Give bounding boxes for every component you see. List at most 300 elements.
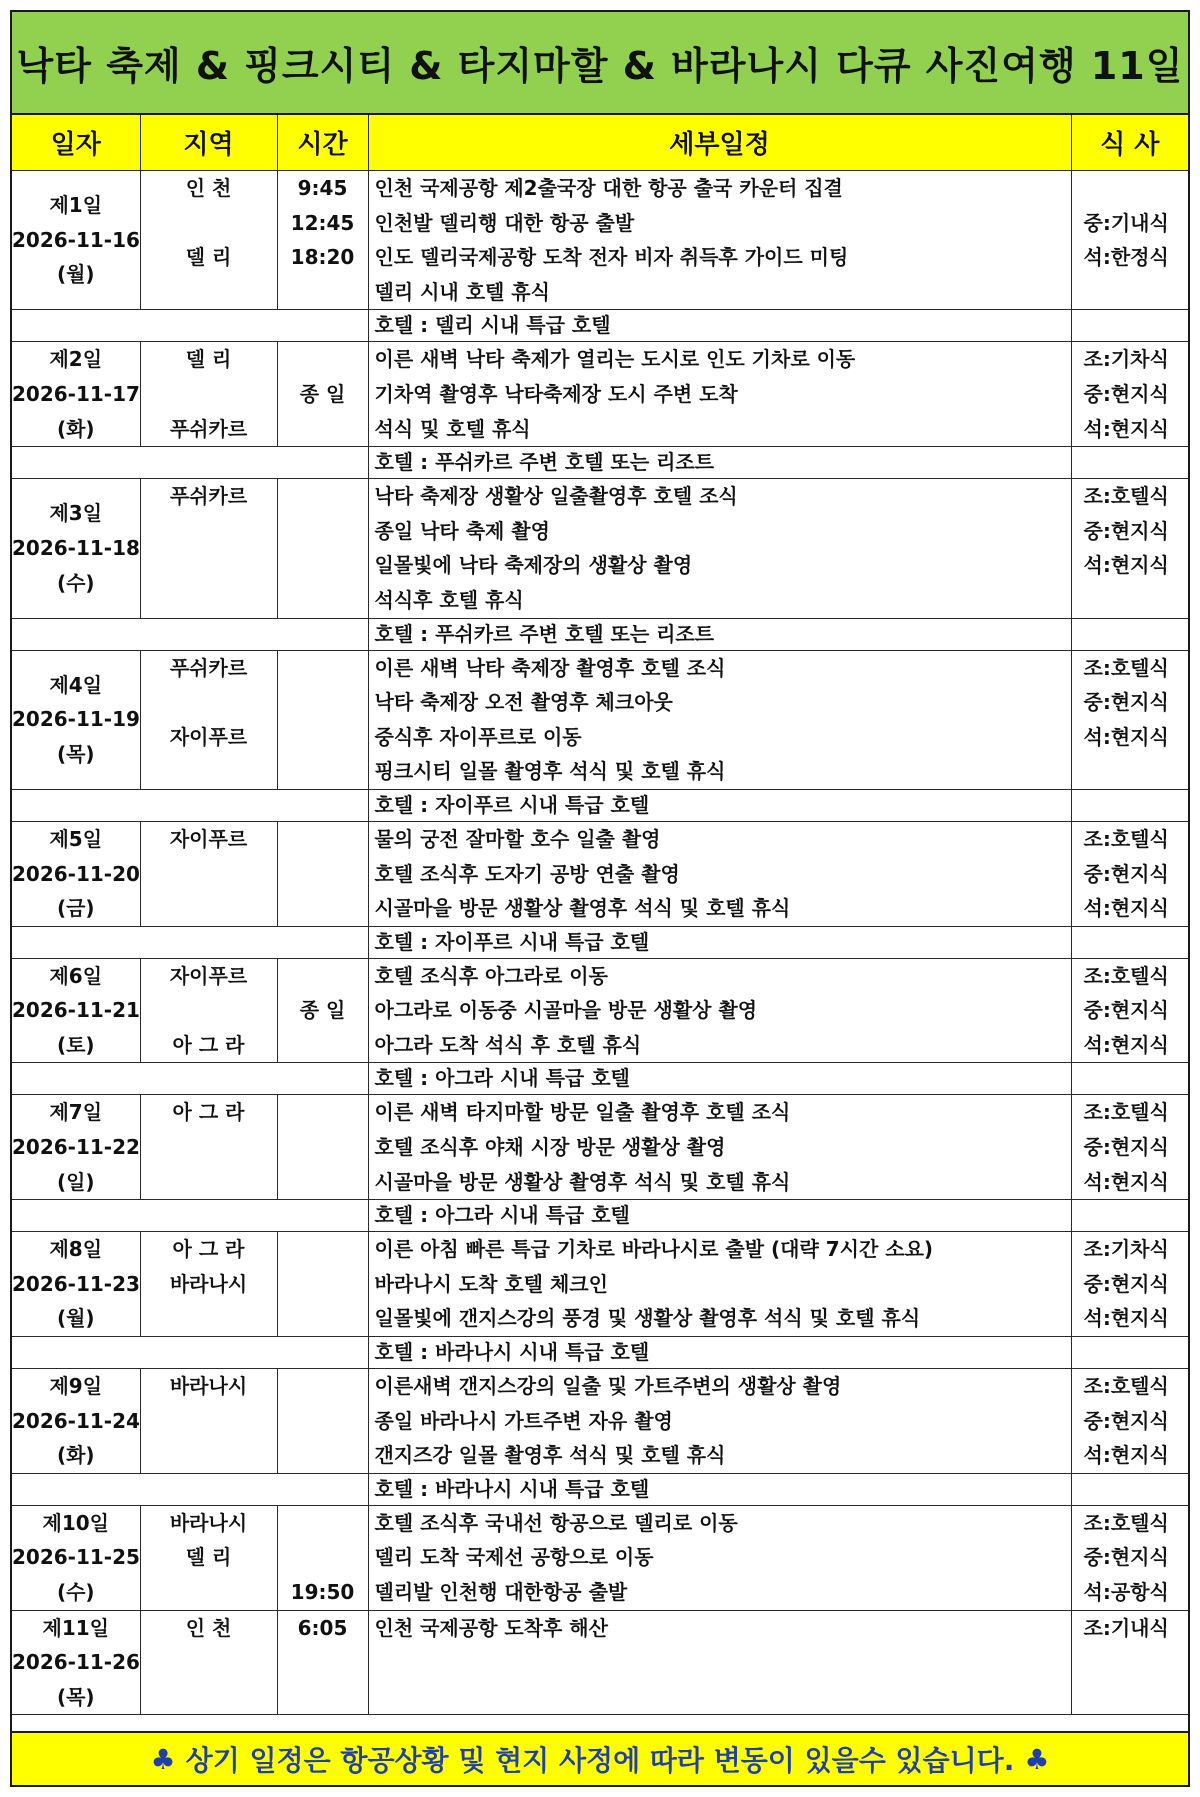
table-row: [12, 479, 1188, 618]
date-cell-line: 제3일: [49, 501, 103, 526]
region-cell-line: 인 천: [185, 1615, 232, 1640]
region-cell: [140, 342, 277, 447]
meals-cell-line: 중:현지식: [1083, 998, 1169, 1023]
region-cell-line: [141, 1645, 277, 1680]
date-cell-line: 제4일: [49, 672, 103, 697]
region-cell-line: 바라나시: [169, 1510, 248, 1535]
date-cell-line: 2026-11-19: [12, 707, 140, 732]
hotel-blank-cell: [12, 1063, 368, 1095]
date-cell-line: 제9일: [49, 1374, 103, 1399]
time-cell-line: [278, 685, 368, 720]
hotel-info: 호텔 : 바라나시 시내 특급 호텔: [374, 1340, 650, 1365]
meals-cell: [1071, 1369, 1188, 1474]
details-cell-line: 호텔 조식후 국내선 항공으로 델리로 이동: [374, 1510, 738, 1535]
meals-cell: [1071, 1610, 1188, 1715]
hotel-info: 호텔 : 아그라 시내 특급 호텔: [374, 1066, 630, 1091]
hotel-cell: [368, 447, 1071, 479]
region-cell-line: [141, 1301, 277, 1336]
date-cell-line: (일): [56, 1169, 95, 1194]
table-row: [12, 1610, 1188, 1715]
table-row: [12, 342, 1188, 447]
table-row: [12, 958, 1188, 1063]
time-cell-line: [278, 1645, 368, 1680]
region-cell-line: [141, 754, 277, 789]
details-cell-line: 인천 국제공항 도착후 해산: [374, 1615, 608, 1640]
region-cell-line: [141, 275, 277, 310]
meals-cell-line: 석:현지식: [1083, 1306, 1169, 1331]
details-cell: [368, 171, 1071, 310]
details-cell-line: 이른 새벽 낙타 축제장 촬영후 호텔 조식: [374, 655, 726, 680]
meals-cell-line: [1072, 275, 1189, 310]
details-cell-line: [369, 1645, 1071, 1680]
hotel-meal-blank-cell: [1071, 310, 1188, 342]
details-cell-line: 호텔 조식후 야채 시장 방문 생활상 촬영: [374, 1135, 726, 1160]
hotel-info: 호텔 : 푸쉬카르 주변 호텔 또는 리조트: [374, 450, 715, 475]
header-region: 지역: [140, 115, 277, 171]
region-cell-line: 아 그 라: [172, 1100, 245, 1125]
meals-cell: [1071, 1505, 1188, 1610]
time-cell-line: [278, 514, 368, 549]
date-cell-line: 2026-11-22: [12, 1135, 140, 1160]
date-cell-line: (수): [56, 1580, 95, 1604]
details-cell-line: 인도 델리국제공항 도착 전자 비자 취득후 가이드 미팅: [374, 245, 849, 270]
hotel-meal-blank-cell: [1071, 1337, 1188, 1369]
hotel-cell: [368, 1063, 1071, 1095]
region-cell: [140, 479, 277, 618]
date-cell-line: (금): [56, 896, 95, 921]
header-meals: 식 사: [1071, 115, 1188, 171]
region-cell: [140, 1232, 277, 1337]
hotel-meal-blank-cell: [1071, 926, 1188, 958]
date-cell: [12, 342, 140, 447]
details-cell-line: 핑크시티 일몰 촬영후 석식 및 호텔 휴식: [374, 759, 726, 784]
details-cell-line: 델리 시내 호텔 휴식: [374, 279, 550, 304]
time-cell-line: [278, 1130, 368, 1165]
meals-cell-line: 중:현지식: [1083, 518, 1169, 543]
hotel-cell: [368, 1473, 1071, 1505]
date-cell: [12, 1610, 140, 1715]
details-cell-line: 일몰빛에 낙타 축제장의 생활상 촬영: [374, 553, 693, 578]
date-cell-line: 제5일: [49, 826, 103, 851]
hotel-meal-blank-cell: [1071, 1200, 1188, 1232]
hotel-row: [12, 926, 1188, 958]
table-row: [12, 1505, 1188, 1610]
details-cell-line: 중식후 자이푸르로 이동: [374, 724, 582, 749]
details-cell-line: 아그라 도착 석식 후 호텔 휴식: [374, 1032, 642, 1057]
meals-cell-line: 중:기내식: [1083, 210, 1169, 235]
region-cell: [140, 1610, 277, 1715]
region-cell-line: 푸쉬카르: [169, 655, 248, 680]
region-cell-line: [141, 514, 277, 549]
hotel-row: [12, 789, 1188, 821]
header-date: 일자: [12, 115, 140, 171]
table-row: [12, 171, 1188, 310]
time-cell-line: 종 일: [299, 998, 346, 1023]
hotel-blank-cell: [12, 1473, 368, 1505]
hotel-info: 호텔 : 자이푸르 시내 특급 호텔: [374, 792, 650, 817]
meals-cell-line: 중:현지식: [1083, 1135, 1169, 1160]
region-cell-line: [141, 1130, 277, 1165]
details-cell-line: 일몰빛에 갠지스강의 풍경 및 생활상 촬영후 석식 및 호텔 휴식: [374, 1306, 921, 1331]
time-cell-line: 9:45: [297, 176, 348, 200]
hotel-blank-cell: [12, 1200, 368, 1232]
hotel-row: [12, 310, 1188, 342]
details-cell-line: 기차역 촬영후 낙타축제장 도시 주변 도착: [374, 381, 738, 406]
page-title: 낙타 축제 & 핑크시티 & 타지마할 & 바라나시 다큐 사진여행 11일: [16, 44, 1184, 88]
time-cell: [277, 342, 368, 447]
region-cell: [140, 1095, 277, 1200]
region-cell: [140, 1369, 277, 1474]
region-cell-line: [141, 377, 277, 412]
date-cell-line: (월): [56, 262, 95, 287]
date-cell-line: (화): [56, 416, 95, 441]
region-cell-line: 푸쉬카르: [169, 416, 248, 441]
hotel-cell: [368, 1200, 1071, 1232]
meals-cell-line: [1072, 583, 1189, 618]
time-cell-line: [278, 1680, 368, 1715]
hotel-meal-blank-cell: [1071, 447, 1188, 479]
time-cell-line: [278, 1165, 368, 1200]
region-cell-line: [141, 206, 277, 241]
meals-cell: [1071, 171, 1188, 310]
time-cell: [277, 1095, 368, 1200]
meals-cell-line: [1072, 1645, 1189, 1680]
details-cell-line: 바라나시 도착 호텔 체크인: [374, 1271, 608, 1296]
date-cell-line: 제1일: [49, 193, 103, 218]
details-cell: [368, 342, 1071, 447]
meals-cell-line: 조:호텔식: [1083, 1100, 1169, 1125]
details-cell-line: 델리 도착 국제선 공항으로 이동: [374, 1545, 654, 1570]
date-cell-line: (토): [56, 1032, 95, 1057]
date-cell-line: 2026-11-17: [12, 381, 140, 406]
time-cell: [277, 650, 368, 789]
time-cell-line: 19:50: [290, 1580, 355, 1604]
hotel-blank-cell: [12, 789, 368, 821]
date-cell-line: 제8일: [49, 1237, 103, 1262]
region-cell-line: 델 리: [185, 245, 232, 270]
hotel-meal-blank-cell: [1071, 1473, 1188, 1505]
region-cell-line: [141, 891, 277, 926]
date-cell-line: 2026-11-21: [12, 998, 140, 1023]
time-cell-line: [278, 342, 368, 377]
hotel-row: [12, 1063, 1188, 1095]
details-cell-line: 물의 궁전 잘마할 호수 일출 촬영: [374, 826, 661, 851]
meals-cell-line: 조:호텔식: [1083, 826, 1169, 851]
region-cell-line: [141, 685, 277, 720]
hotel-row: [12, 1200, 1188, 1232]
hotel-info: 호텔 : 아그라 시내 특급 호텔: [374, 1203, 630, 1228]
details-cell-line: 석식 및 호텔 휴식: [374, 416, 531, 441]
hotel-blank-cell: [12, 1337, 368, 1369]
region-cell-line: 자이푸르: [169, 826, 248, 851]
hotel-cell: [368, 310, 1071, 342]
meals-cell: [1071, 1095, 1188, 1200]
region-cell-line: 자이푸르: [169, 963, 248, 988]
meals-cell-line: [1072, 1680, 1189, 1715]
title-banner: [12, 12, 1188, 115]
meals-cell-line: 조:기내식: [1083, 1615, 1169, 1640]
details-cell: [368, 479, 1071, 618]
time-cell-line: [278, 959, 368, 994]
hotel-row: [12, 618, 1188, 650]
details-cell-line: 석식후 호텔 휴식: [374, 587, 524, 612]
meals-cell-line: 석:현지식: [1083, 1169, 1169, 1194]
hotel-info: 호텔 : 델리 시내 특급 호텔: [374, 313, 611, 338]
time-cell-line: [278, 548, 368, 583]
date-cell-line: (수): [56, 570, 95, 595]
meals-cell-line: 조:호텔식: [1083, 963, 1169, 988]
meals-cell: [1071, 650, 1188, 789]
time-cell-line: [278, 754, 368, 789]
hotel-cell: [368, 926, 1071, 958]
details-cell-line: 호텔 조식후 도자기 공방 연출 촬영: [374, 861, 680, 886]
region-cell-line: 바라나시: [169, 1374, 248, 1399]
date-cell-line: 제2일: [49, 347, 103, 372]
time-cell: [277, 479, 368, 618]
meals-cell-line: 중:현지식: [1083, 1408, 1169, 1433]
time-cell-line: [278, 1438, 368, 1473]
time-cell-line: [278, 1506, 368, 1541]
meals-cell-line: [1072, 754, 1189, 789]
hotel-cell: [368, 1337, 1071, 1369]
meals-cell-line: 조:호텔식: [1083, 655, 1169, 680]
details-cell-line: 델리발 인천행 대한항공 출발: [374, 1580, 628, 1604]
region-cell-line: 아 그 라: [172, 1237, 245, 1262]
details-cell: [368, 1610, 1071, 1715]
date-cell-line: 2026-11-23: [12, 1271, 140, 1296]
details-cell-line: 이른 아침 빠른 특급 기차로 바라나시로 출발 (대략 7시간 소요): [374, 1237, 934, 1262]
meals-cell-line: 조:기차식: [1083, 1237, 1169, 1262]
meals-cell: [1071, 958, 1188, 1063]
hotel-meal-blank-cell: [1071, 618, 1188, 650]
details-cell: [368, 821, 1071, 926]
date-cell: [12, 1369, 140, 1474]
details-cell-line: 이른새벽 갠지스강의 일출 및 가트주변의 생활상 촬영: [374, 1374, 842, 1399]
details-cell: [368, 1369, 1071, 1474]
time-cell-line: 종 일: [299, 381, 346, 406]
region-cell-line: 자이푸르: [169, 724, 248, 749]
region-cell-line: 델 리: [185, 1545, 232, 1570]
hotel-meal-blank-cell: [1071, 1063, 1188, 1095]
meals-cell-line: 조:호텔식: [1083, 1510, 1169, 1535]
meals-cell-line: 조:호텔식: [1083, 1374, 1169, 1399]
hotel-info: 호텔 : 자이푸르 시내 특급 호텔: [374, 929, 650, 954]
meals-cell-line: 중:현지식: [1083, 1271, 1169, 1296]
details-cell-line: 낙타 축제장 오전 촬영후 체크아웃: [374, 690, 673, 715]
region-cell-line: [141, 1165, 277, 1200]
region-cell-line: 푸쉬카르: [169, 484, 248, 509]
region-cell: [140, 171, 277, 310]
date-cell: [12, 958, 140, 1063]
table-row: [12, 1095, 1188, 1200]
date-cell-line: (화): [56, 1443, 95, 1468]
hotel-cell: [368, 618, 1071, 650]
time-cell-line: [278, 1028, 368, 1063]
date-cell-line: 2026-11-24: [12, 1408, 140, 1433]
date-cell-line: 2026-11-18: [12, 536, 140, 561]
meals-cell-line: 중:현지식: [1083, 1545, 1169, 1570]
date-cell: [12, 650, 140, 789]
date-cell: [12, 479, 140, 618]
time-cell-line: 12:45: [290, 210, 355, 235]
meals-cell-line: 석:현지식: [1083, 1443, 1169, 1468]
hotel-blank-cell: [12, 618, 368, 650]
date-cell-line: 제6일: [49, 963, 103, 988]
hotel-row: [12, 1473, 1188, 1505]
meals-cell: [1071, 479, 1188, 618]
details-cell-line: 시골마을 방문 생활상 촬영후 석식 및 호텔 휴식: [374, 896, 791, 921]
time-cell-line: [278, 857, 368, 892]
hotel-meal-blank-cell: [1071, 789, 1188, 821]
meals-cell-line: 중:현지식: [1083, 381, 1169, 406]
hotel-info: 호텔 : 푸쉬카르 주변 호텔 또는 리조트: [374, 621, 715, 646]
meals-cell-line: 석:공항식: [1083, 1580, 1169, 1604]
meals-cell-line: 조:기차식: [1083, 347, 1169, 372]
meals-cell-line: [1072, 171, 1189, 206]
region-cell: [140, 958, 277, 1063]
meals-cell: [1071, 342, 1188, 447]
table-row: [12, 821, 1188, 926]
details-cell-line: 종일 낙타 축제 촬영: [374, 518, 550, 543]
footer-text: 상기 일정은 항공상황 및 현지 사정에 따라 변동이 있을수 있습니다.: [185, 1744, 1015, 1777]
details-cell-line: 낙타 축제장 생활상 일출촬영후 호텔 조식: [374, 484, 738, 509]
date-cell-line: 제7일: [49, 1100, 103, 1125]
table-row: [12, 650, 1188, 789]
meals-cell: [1071, 1232, 1188, 1337]
details-cell-line: 아그라로 이동중 시골마을 방문 생활상 촬영: [374, 998, 758, 1023]
time-cell: [277, 1505, 368, 1610]
club-icon: ♣: [1024, 1742, 1050, 1776]
region-cell-line: 델 리: [185, 347, 232, 372]
date-cell-line: 2026-11-16: [12, 227, 140, 252]
time-cell: [277, 1369, 368, 1474]
date-cell-line: (월): [56, 1306, 95, 1331]
time-cell-line: [278, 1267, 368, 1302]
details-cell-line: 이른 새벽 타지마할 방문 일출 촬영후 호텔 조식: [374, 1100, 791, 1125]
region-cell: [140, 821, 277, 926]
date-cell-line: 제11일: [42, 1615, 109, 1640]
meals-cell-line: 석:현지식: [1083, 896, 1169, 921]
date-cell: [12, 1095, 140, 1200]
details-cell: [368, 1505, 1071, 1610]
region-cell-line: [141, 1438, 277, 1473]
time-cell-line: [278, 891, 368, 926]
hotel-row: [12, 1337, 1188, 1369]
details-cell-line: 인천 국제공항 제2출국장 대한 항공 출국 카운터 집결: [374, 176, 843, 200]
region-cell: [140, 650, 277, 789]
details-cell-line: 종일 바라나시 가트주변 자유 촬영: [374, 1408, 673, 1433]
region-cell-line: [141, 857, 277, 892]
time-cell-line: [278, 1540, 368, 1575]
time-cell: [277, 958, 368, 1063]
meals-cell-line: 석:현지식: [1083, 724, 1169, 749]
date-cell-line: 2026-11-26: [12, 1650, 140, 1675]
table-row: [12, 1232, 1188, 1337]
date-cell-line: (목): [56, 1684, 95, 1709]
date-cell: [12, 821, 140, 926]
region-cell-line: [141, 1575, 277, 1610]
time-cell: [277, 171, 368, 310]
hotel-blank-cell: [12, 447, 368, 479]
time-cell-line: [278, 651, 368, 686]
region-cell-line: [141, 1404, 277, 1439]
date-cell: [12, 1232, 140, 1337]
header-details: 세부일정: [368, 115, 1071, 171]
details-cell: [368, 650, 1071, 789]
time-cell-line: 18:20: [290, 245, 355, 270]
time-cell-line: [278, 412, 368, 447]
meals-cell-line: 조:호텔식: [1083, 484, 1169, 509]
details-cell-line: 인천발 델리행 대한 항공 출발: [374, 210, 635, 235]
meals-cell-line: 석:현지식: [1083, 1032, 1169, 1057]
details-cell-line: 갠지즈강 일몰 촬영후 석식 및 호텔 휴식: [374, 1443, 726, 1468]
time-cell-line: [278, 822, 368, 857]
hotel-blank-cell: [12, 926, 368, 958]
date-cell-line: 2026-11-25: [12, 1545, 140, 1570]
itinerary-table: [12, 115, 1188, 1715]
details-cell-line: 시골마을 방문 생활상 촬영후 석식 및 호텔 휴식: [374, 1169, 791, 1194]
meals-cell: [1071, 821, 1188, 926]
time-cell-line: [278, 1369, 368, 1404]
meals-cell-line: 석:현지식: [1083, 416, 1169, 441]
details-cell: [368, 958, 1071, 1063]
region-cell-line: 바라나시: [169, 1271, 248, 1296]
date-cell-line: (목): [56, 742, 95, 767]
hotel-blank-cell: [12, 310, 368, 342]
club-icon: ♣: [150, 1742, 176, 1776]
date-cell-line: 제10일: [42, 1510, 109, 1535]
region-cell-line: [141, 583, 277, 618]
region-cell: [140, 1505, 277, 1610]
meals-cell-line: 중:현지식: [1083, 861, 1169, 886]
meals-cell-line: 중:현지식: [1083, 690, 1169, 715]
details-cell: [368, 1095, 1071, 1200]
time-cell: [277, 821, 368, 926]
time-cell: [277, 1232, 368, 1337]
date-cell: [12, 1505, 140, 1610]
meals-cell-line: 석:한정식: [1083, 245, 1169, 270]
details-cell: [368, 1232, 1071, 1337]
time-cell-line: [278, 583, 368, 618]
region-cell-line: 아 그 라: [172, 1032, 245, 1057]
details-cell-line: 호텔 조식후 아그라로 이동: [374, 963, 608, 988]
time-cell-line: [278, 479, 368, 514]
itinerary-sheet: [10, 10, 1190, 1787]
region-cell-line: [141, 993, 277, 1028]
hotel-cell: [368, 789, 1071, 821]
time-cell-line: [278, 1404, 368, 1439]
region-cell-line: 인 천: [185, 176, 232, 200]
header-time: 시간: [277, 115, 368, 171]
region-cell-line: [141, 1680, 277, 1715]
hotel-info: 호텔 : 바라나시 시내 특급 호텔: [374, 1476, 650, 1501]
details-cell-line: 이른 새벽 낙타 축제가 열리는 도시로 인도 기차로 이동: [374, 347, 856, 372]
time-cell-line: [278, 1095, 368, 1130]
time-cell-line: [278, 1232, 368, 1267]
footer-notice: [12, 1731, 1188, 1785]
time-cell-line: [278, 275, 368, 310]
table-row: [12, 1369, 1188, 1474]
hotel-row: [12, 447, 1188, 479]
date-cell-line: 2026-11-20: [12, 861, 140, 886]
meals-cell-line: 석:현지식: [1083, 553, 1169, 578]
date-cell: [12, 171, 140, 310]
time-cell-line: [278, 1301, 368, 1336]
details-cell-line: [369, 1680, 1071, 1715]
region-cell-line: [141, 548, 277, 583]
time-cell-line: [278, 720, 368, 755]
time-cell: [277, 1610, 368, 1715]
